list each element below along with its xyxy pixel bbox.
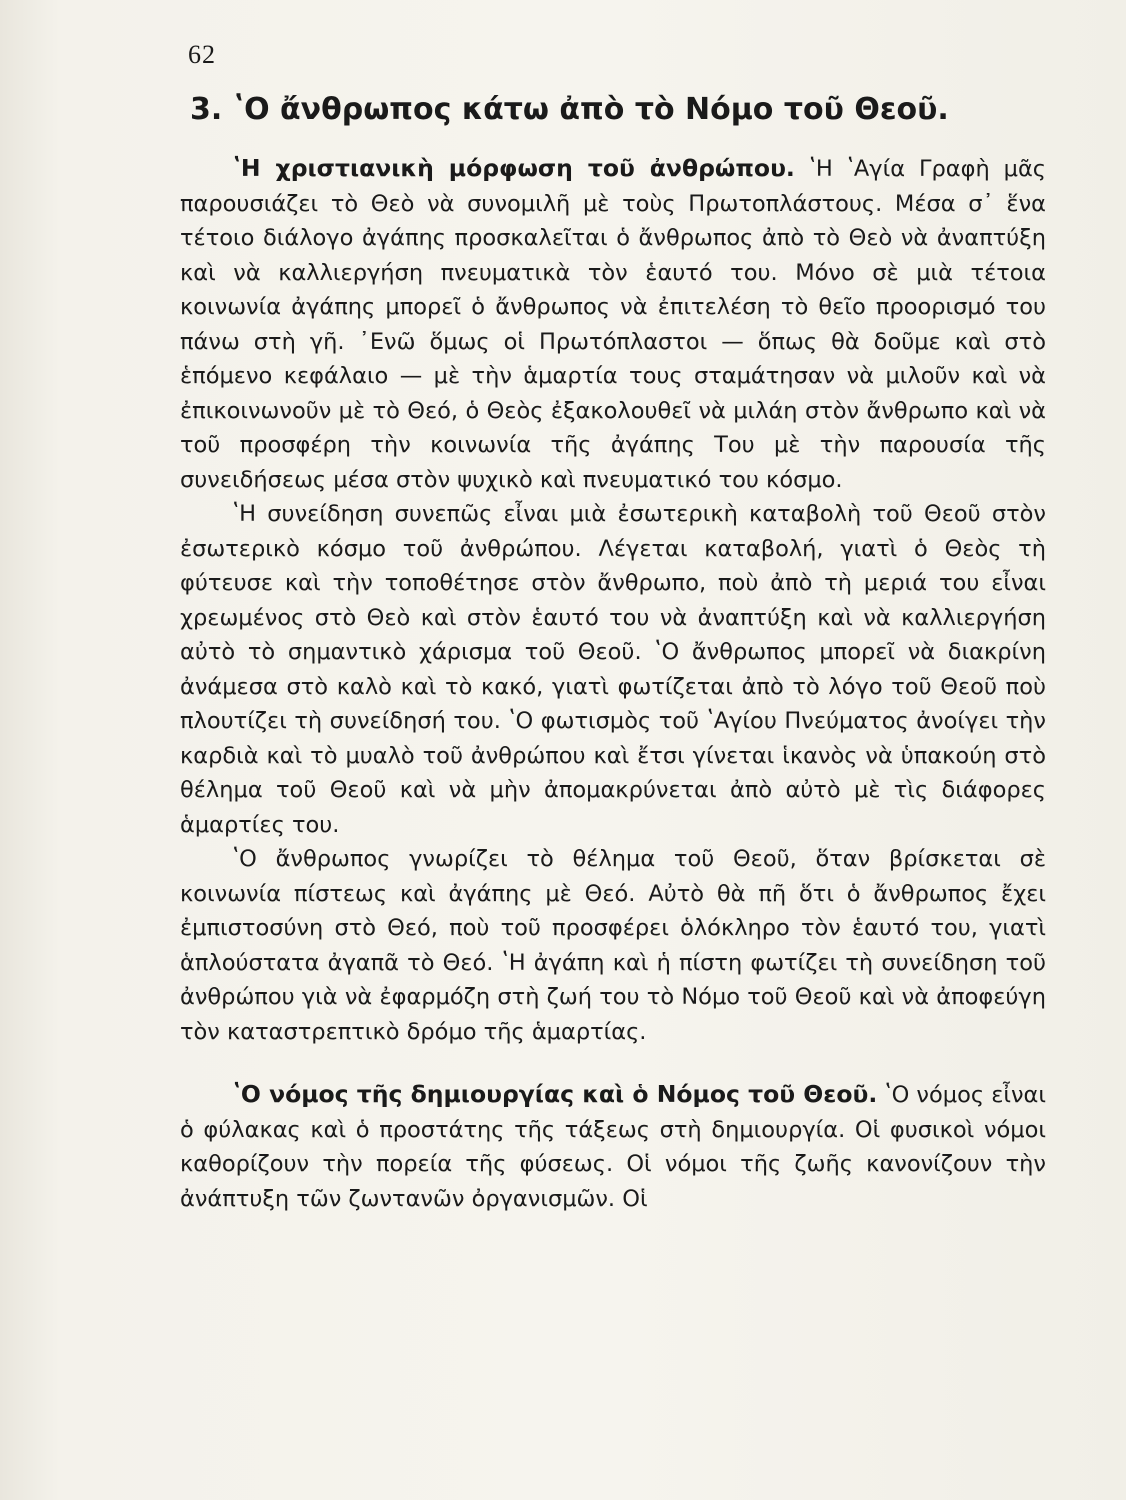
paragraph-lead-heading: ʽΗ χριστιανικὴ μόρφωση τοῦ ἀνθρώπου. bbox=[232, 154, 795, 182]
page-number: 62 bbox=[188, 40, 216, 69]
paragraph-christian-formation bbox=[180, 151, 1046, 497]
paragraph-lead-heading: ʽΟ νόμος τῆς δημιουργίας καὶ ὁ Νόμος τοῦ Θεοῦ. bbox=[232, 1080, 878, 1108]
paragraph-text: ʽΟ ἄνθρωπος γνωρίζει τὸ θέλημα τοῦ Θεοῦ, ὅταν βρίσκεται σὲ κοινωνία πίστεως καὶ ἀγάπης μὲ Θεό. Αὐτὸ θὰ πῆ ὅτι ὁ ἄνθρωπος ἔχει ἐμπιστοσύνη στὸ Θεό, ποὺ τοῦ προσφέρει ὁλόκληρο τὸν ἑαυτό του, γιατὶ ἁπλούστατα ἀγαπᾶ τὸ Θεό. ʽΗ ἀγάπη καὶ ἡ πίστη φωτίζει τὴ συνείδηση τοῦ ἀνθρώπου γιὰ νὰ ἐφαρμόζη στὴ ζωή του τὸ Νόμο τοῦ Θεοῦ καὶ νὰ ἀποφεύγη τὸν καταστρεπτικὸ δρόμο τῆς ἁμαρτίας. bbox=[180, 846, 1046, 1045]
paragraph-text: ʽΗ ʽΑγία Γραφὴ μᾶς παρουσιάζει τὸ Θεὸ νὰ συνομιλῆ μὲ τοὺς Πρωτοπλάστους. Μέσα σ᾽ ἕνα τέτοιο διάλογο ἀγάπης προσκαλεῖται ὁ ἄνθρωπος ἀπὸ τὸ Θεὸ νὰ ἀναπτύξη καὶ νὰ καλλιεργήση πνευματικὰ τὸν ἑαυτό του. Μόνο σὲ μιὰ τέτοια κοινωνία ἀγάπης μπορεῖ ὁ ἄνθρωπος νὰ ἐπιτελέση τὸ θεῖο προορισμό του πάνω στὴ γῆ. ᾿Ενῶ ὅμως οἱ Πρωτόπλαστοι — ὅπως θὰ δοῦμε καὶ στὸ ἑπόμενο κεφάλαιο — μὲ τὴν ἁμαρτία τους σταμάτησαν νὰ μιλοῦν καὶ νὰ ἐπικοινωνοῦν μὲ τὸ Θεό, ὁ Θεὸς ἐξακολουθεῖ νὰ μιλάη στὸν ἄνθρωπο καὶ νὰ τοῦ προσφέρη τὴν κοινωνία τῆς ἀγάπης Του μὲ τὴν παρουσία τῆς συνειδήσεως μέσα στὸν ψυχικὸ καὶ πνευματικό του κόσμο. bbox=[180, 156, 1046, 493]
paragraph-law-of-creation bbox=[180, 1077, 1046, 1216]
paragraph-will-of-god bbox=[180, 842, 1046, 1049]
paragraph-conscience bbox=[180, 497, 1046, 842]
section-title: 3. ʽΟ ἄνθρωπος κάτω ἀπὸ τὸ Νόμο τοῦ Θεοῦ. bbox=[190, 92, 949, 127]
paragraph-text: ʽΗ συνείδηση συνεπῶς εἶναι μιὰ ἐσωτερικὴ καταβολὴ τοῦ Θεοῦ στὸν ἐσωτερικὸ κόσμο τοῦ ἀνθρώπου. Λέγεται καταβολή, γιατὶ ὁ Θεὸς τὴ φύτευσε καὶ τὴν τοποθέτησε στὸν ἄνθρωπο, ποὺ ἀπὸ τὴ μεριά του εἶναι χρεωμένος στὸ Θεὸ καὶ στὸν ἑαυτό του νὰ ἀναπτύξη καὶ νὰ καλλιεργήση αὐτὸ τὸ σημαντικὸ χάρισμα τοῦ Θεοῦ. ʽΟ ἄνθρωπος μπορεῖ νὰ διακρίνη ἀνάμεσα στὸ καλὸ καὶ τὸ κακό, γιατὶ φωτίζεται ἀπὸ τὸ λόγο τοῦ Θεοῦ ποὺ πλουτίζει τὴ συνείδησή του. ʽΟ φωτισμὸς τοῦ ʽΑγίου Πνεύματος ἀνοίγει τὴν καρδιὰ καὶ τὸ μυαλὸ τοῦ ἀνθρώπου καὶ ἔτσι γίνεται ἱκανὸς νὰ ὑπακούη στὸ θέλημα τοῦ Θεοῦ καὶ νὰ μὴν ἀπομακρύνεται ἀπὸ αὐτὸ μὲ τὶς διάφορες ἁμαρτίες του. bbox=[180, 501, 1046, 838]
paragraph-text: ʽΟ νόμος εἶναι ὁ φύλακας καὶ ὁ προστάτης τῆς τάξεως στὴ δημιουργία. Οἱ φυσικοὶ νόμοι καθορίζουν τὴν πορεία τῆς φύσεως. Οἱ νόμοι τῆς ζωῆς κανονίζουν τὴν ἀνάπτυξη τῶν ζωντανῶν ὀργανισμῶν. Οἱ bbox=[180, 1082, 1046, 1212]
